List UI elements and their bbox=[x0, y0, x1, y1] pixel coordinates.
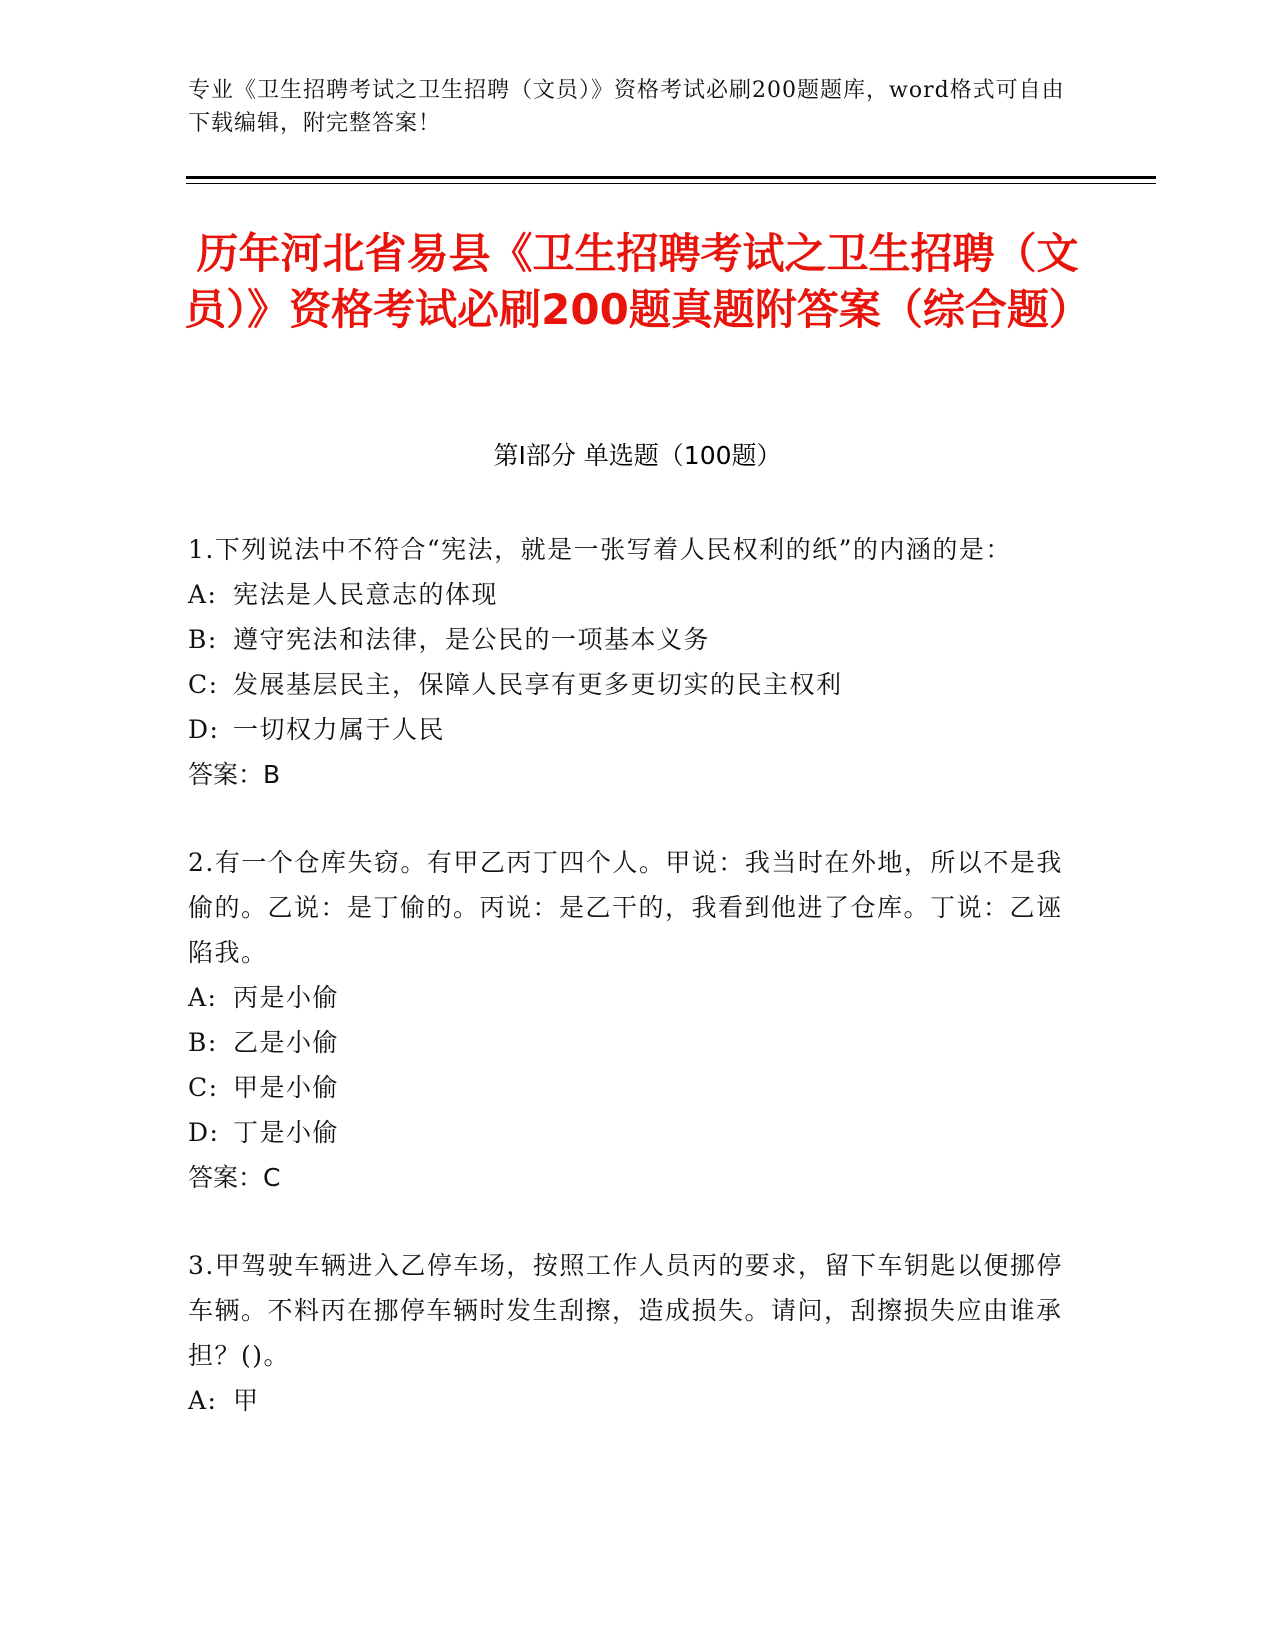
option-letter: A: bbox=[188, 1386, 218, 1415]
question-list bbox=[188, 527, 1068, 1466]
option-text: 遵守宪法和法律，是公民的一项基本义务 bbox=[233, 625, 711, 654]
option-text: 一切权力属于人民 bbox=[233, 715, 446, 744]
header-rule-thick bbox=[186, 176, 1156, 179]
option-text: 甲是小偷 bbox=[233, 1073, 340, 1102]
option-c bbox=[188, 1065, 1068, 1110]
option-text: 乙是小偷 bbox=[233, 1028, 340, 1057]
question-2 bbox=[188, 840, 1068, 1200]
option-d bbox=[188, 1110, 1068, 1155]
option-text: 宪法是人民意志的体现 bbox=[233, 580, 499, 609]
option-letter: A: bbox=[188, 580, 218, 609]
option-letter: C: bbox=[188, 670, 219, 699]
question-1 bbox=[188, 527, 1068, 797]
document-title: 历年河北省易县《卫生招聘考试之卫生招聘（文员）》资格考试必刷200题真题附答案（综合题） bbox=[184, 229, 1091, 334]
header-rule-thin bbox=[186, 183, 1156, 184]
question-stem: 2.有一个仓库失窃。有甲乙丙丁四个人。甲说：我当时在外地，所以不是我偷的。乙说：是丁偷的。丙说：是乙干的，我看到他进了仓库。丁说：乙诬陷我。 bbox=[188, 848, 1063, 967]
header-note: 专业《卫生招聘考试之卫生招聘（文员）》资格考试必刷200题题库，word格式可自由下载编辑，附完整答案！ bbox=[188, 78, 1065, 136]
option-d bbox=[188, 707, 1068, 752]
answer-line: 答案：C bbox=[188, 1163, 281, 1192]
option-a bbox=[188, 975, 1068, 1020]
option-b bbox=[188, 1020, 1068, 1065]
option-letter: B: bbox=[188, 1028, 218, 1057]
option-letter: D: bbox=[188, 715, 220, 744]
option-letter: B: bbox=[188, 625, 218, 654]
option-text: 甲 bbox=[233, 1386, 260, 1415]
question-stem: 3.甲驾驶车辆进入乙停车场，按照工作人员丙的要求，留下车钥匙以便挪停车辆。不料丙在挪停车辆时发生刮擦，造成损失。请问，刮擦损失应由谁承担？()。 bbox=[188, 1251, 1063, 1370]
option-b bbox=[188, 617, 1068, 662]
option-a bbox=[188, 1378, 1068, 1423]
section-title: 第Ⅰ部分 单选题（100题） bbox=[493, 441, 782, 470]
option-text: 丁是小偷 bbox=[233, 1118, 340, 1147]
question-stem: 1.下列说法中不符合“宪法，就是一张写着人民权利的纸”的内涵的是： bbox=[188, 535, 1012, 564]
option-text: 发展基层民主，保障人民享有更多更切实的民主权利 bbox=[233, 670, 843, 699]
option-a bbox=[188, 572, 1068, 617]
question-3 bbox=[188, 1243, 1068, 1423]
answer-line: 答案：B bbox=[188, 760, 281, 789]
option-c bbox=[188, 662, 1068, 707]
option-letter: C: bbox=[188, 1073, 219, 1102]
option-letter: A: bbox=[188, 983, 218, 1012]
option-text: 丙是小偷 bbox=[233, 983, 340, 1012]
option-letter: D: bbox=[188, 1118, 220, 1147]
